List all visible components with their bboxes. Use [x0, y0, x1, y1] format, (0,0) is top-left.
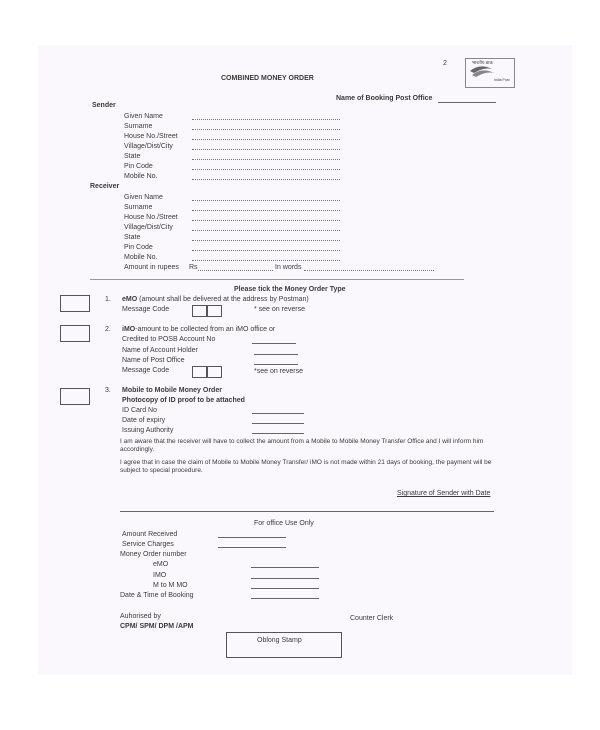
sender-given-name-label: Given Name	[124, 113, 163, 120]
declaration-receiver-collect: I am aware that the receiver will have to collect the amount from a Mobile to Mobile Money Transfer Office and I will inform him accordingly.	[120, 438, 484, 453]
mobile-mo-number: 3.	[105, 387, 111, 394]
receiver-surname-field[interactable]	[192, 210, 340, 211]
imo-checkbox[interactable]	[60, 325, 90, 342]
imo-posb-field[interactable]	[252, 343, 296, 344]
sender-state-label: State	[124, 153, 141, 160]
signature-divider	[120, 511, 494, 512]
receiver-given-name-label: Given Name	[124, 194, 163, 201]
office-mtom-field[interactable]	[251, 588, 319, 589]
amount-received-field[interactable]	[218, 537, 286, 538]
sender-mobile-label: Mobile No.	[124, 173, 158, 180]
emo-number: 1.	[105, 296, 111, 303]
receiver-mobile-label: Mobile No.	[124, 254, 158, 261]
imo-message-code-box-2[interactable]	[206, 366, 222, 378]
booking-datetime-label: Date & Time of Booking	[120, 592, 194, 599]
logo-english-text: India Post	[494, 78, 510, 82]
in-words-label: In words	[275, 264, 302, 271]
section-divider	[90, 279, 464, 280]
receiver-city-field[interactable]	[192, 230, 340, 231]
receiver-mobile-field[interactable]	[192, 260, 340, 261]
receiver-pin-label: Pin Code	[124, 244, 153, 251]
service-charges-label: Service Charges	[122, 541, 174, 548]
imo-post-office-field[interactable]	[254, 364, 298, 365]
authorised-by-label: Auhorised by	[120, 613, 161, 620]
photocopy-id-note: Photocopy of ID proof to be attached	[122, 397, 245, 404]
id-expiry-field[interactable]	[252, 423, 304, 424]
sender-state-field[interactable]	[192, 159, 340, 160]
mo-number-label: Money Order number	[120, 551, 187, 558]
issuing-authority-label: Issuing Authority	[122, 427, 174, 434]
office-emo-label: eMO	[153, 561, 169, 568]
sender-house-label: House No./Street	[124, 133, 178, 140]
receiver-surname-label: Surname	[124, 204, 153, 211]
id-card-field[interactable]	[252, 413, 304, 414]
sender-city-field[interactable]	[192, 149, 340, 150]
issuing-authority-field[interactable]	[252, 433, 304, 434]
oblong-stamp-label: Oblong Stamp	[257, 637, 302, 644]
imo-see-reverse: *see on reverse	[254, 368, 304, 375]
sender-mobile-field[interactable]	[192, 179, 340, 180]
receiver-heading: Receiver	[90, 183, 120, 190]
receiver-house-field[interactable]	[192, 220, 340, 221]
imo-heading	[122, 326, 275, 333]
sender-signature-label: Signature of Sender with Date	[397, 490, 491, 497]
amount-rupees-label: Amount in rupees	[124, 264, 179, 271]
tick-type-heading: Please tick the Money Order Type	[234, 286, 346, 293]
office-emo-field[interactable]	[251, 567, 319, 568]
office-use-heading: For office Use Only	[254, 520, 314, 527]
form-title: COMBINED MONEY ORDER	[221, 75, 314, 82]
sender-given-name-field[interactable]	[192, 119, 340, 120]
amount-received-label: Amount Received	[122, 531, 178, 538]
imo-heading-bold: iMO	[122, 326, 136, 333]
india-post-logo	[465, 58, 515, 88]
receiver-given-name-field[interactable]	[192, 200, 340, 201]
sender-pin-field[interactable]	[192, 169, 340, 170]
office-mtom-label: M to M MO	[153, 582, 188, 589]
booking-post-office-label: Name of Booking Post Office	[336, 95, 433, 102]
sender-house-field[interactable]	[192, 139, 340, 140]
amount-figures-field[interactable]	[198, 270, 273, 271]
money-order-form	[38, 45, 572, 675]
imo-number: 2.	[105, 326, 111, 333]
receiver-state-label: State	[124, 234, 141, 241]
office-imo-label: IMO	[153, 572, 167, 579]
mobile-mo-checkbox[interactable]	[60, 388, 90, 405]
counter-clerk-label: Counter Clerk	[350, 615, 394, 622]
emo-heading-rest: (amount shall be delivered at the address by Postman)	[137, 296, 309, 303]
amount-words-field[interactable]	[304, 270, 434, 271]
imo-message-code-label: Message Code	[122, 367, 170, 374]
page-number: 2	[443, 60, 447, 67]
logo-hindi-text: भारतीय डाक	[472, 60, 493, 65]
booking-post-office-field[interactable]	[438, 102, 496, 103]
mobile-mo-heading: Mobile to Mobile Money Order	[122, 387, 222, 394]
emo-heading-bold: eMO	[122, 296, 138, 303]
emo-heading	[122, 296, 309, 303]
id-expiry-label: Date of expiry	[122, 417, 166, 424]
imo-post-office-label: Name of Post Office	[122, 357, 185, 364]
oblong-stamp-box	[226, 632, 342, 658]
receiver-pin-field[interactable]	[192, 250, 340, 251]
emo-message-code-label: Message Code	[122, 306, 170, 313]
booking-datetime-field[interactable]	[251, 598, 319, 599]
sender-pin-label: Pin Code	[124, 163, 153, 170]
service-charges-field[interactable]	[218, 547, 286, 548]
sender-heading: Sender	[92, 102, 116, 109]
rs-label: Rs	[189, 264, 198, 271]
sender-surname-label: Surname	[124, 123, 153, 130]
imo-heading-rest: -amount to be collected from an iMO office or	[135, 326, 276, 333]
authorised-roles: CPM/ SPM/ DPM /APM	[120, 623, 194, 630]
sender-city-label: Village/Dist/City	[124, 143, 173, 150]
id-card-label: ID Card No	[122, 407, 158, 414]
imo-account-holder-field[interactable]	[254, 354, 298, 355]
sender-surname-field[interactable]	[192, 129, 340, 130]
emo-see-reverse: * see on reverse	[254, 306, 305, 313]
receiver-city-label: Village/Dist/City	[124, 224, 173, 231]
imo-account-holder-label: Name of Account Holder	[122, 347, 198, 354]
emo-checkbox[interactable]	[60, 295, 90, 312]
receiver-state-field[interactable]	[192, 240, 340, 241]
office-imo-field[interactable]	[251, 578, 319, 579]
receiver-house-label: House No./Street	[124, 214, 178, 221]
imo-posb-label: Credited to POSB Account No	[122, 336, 216, 343]
declaration-21-days: I agree that in case the claim of Mobile to Mobile Money Transfer/ iMO is not made within 21 days of booking, the payment will be subject to special procedure.	[120, 459, 492, 474]
emo-message-code-box-2[interactable]	[206, 305, 222, 317]
